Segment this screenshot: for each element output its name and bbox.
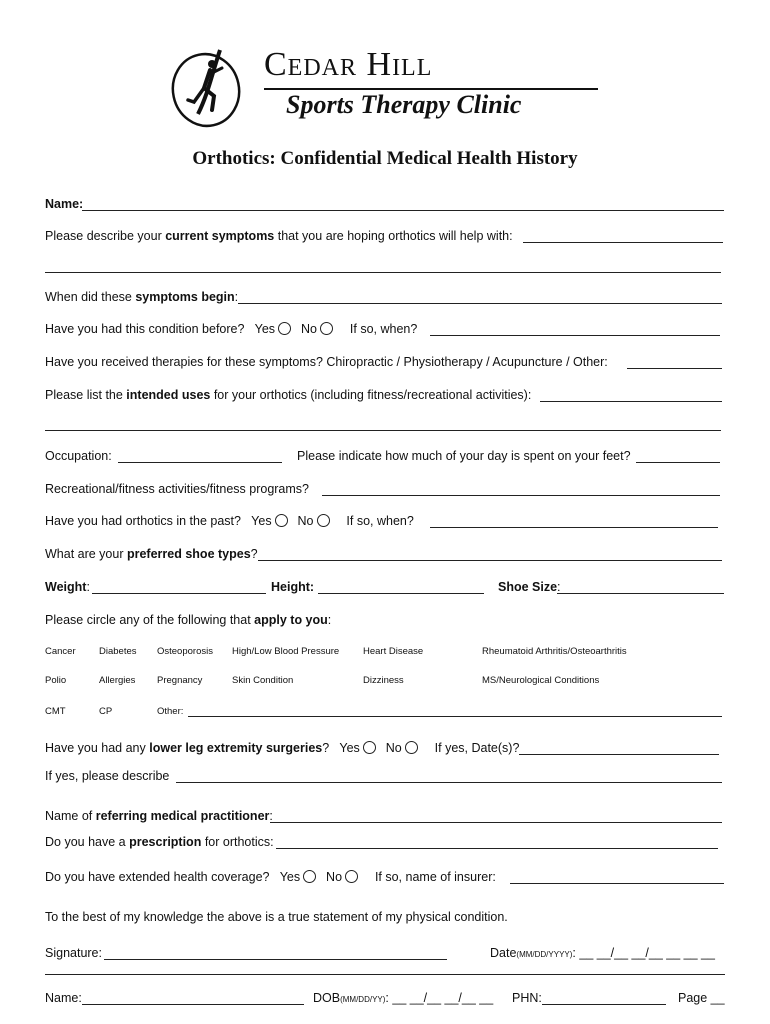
orthotics-yes-radio[interactable]: [275, 514, 288, 527]
name-field[interactable]: [82, 210, 724, 211]
symptoms-field[interactable]: [523, 242, 723, 243]
footer-name-field[interactable]: [82, 1004, 304, 1005]
condition-option[interactable]: High/Low Blood Pressure: [232, 646, 340, 657]
footer-dob-field[interactable]: __ __/__ __/__ __: [392, 991, 494, 1005]
condition-other-label: Other:: [157, 706, 184, 717]
condition-option[interactable]: Skin Condition: [232, 675, 294, 686]
coverage-row: Do you have extended health coverage? Yes No If so, name of insurer:: [45, 870, 496, 884]
insurer-field[interactable]: [510, 883, 724, 884]
condition-option[interactable]: Allergies: [99, 675, 136, 686]
name-label: Name:: [45, 197, 84, 211]
condition-option[interactable]: Pregnancy: [157, 675, 203, 686]
shoe-size-field[interactable]: [557, 593, 724, 594]
occupation-label: Occupation:: [45, 449, 112, 463]
clinic-name: Cedar Hill: [264, 46, 433, 83]
footer-name-label: Name:: [45, 991, 82, 1005]
surgeries-row: Have you had any lower leg extremity surgeries? Yes No If yes, Date(s)?: [45, 741, 520, 755]
form-title: Orthotics: Confidential Medical Health History: [192, 148, 578, 169]
footer-phn-label: PHN:: [512, 991, 542, 1005]
clinic-logo: [168, 44, 608, 134]
condition-option[interactable]: CP: [99, 706, 113, 717]
symptoms-begin-label: When did these symptoms begin:: [45, 290, 239, 304]
date-label: Date(MM/DD/YYYY): __ __/__ __/__ __ __ __: [490, 946, 715, 960]
clinic-subtitle: Sports Therapy Clinic: [286, 90, 522, 119]
feet-field[interactable]: [636, 462, 720, 463]
prescription-label: Do you have a prescription for orthotics:: [45, 835, 274, 849]
surgeries-no-radio[interactable]: [405, 741, 418, 754]
surgeries-yes-radio[interactable]: [363, 741, 376, 754]
recreational-label: Recreational/fitness activities/fitness programs?: [45, 482, 310, 496]
condition-option[interactable]: Heart Disease: [363, 646, 424, 657]
intended-uses-label: Please list the intended uses for your orthotics (including fitness/recreational activities):: [45, 388, 532, 402]
date-field[interactable]: __ __/__ __/__ __ __ __: [579, 946, 715, 960]
prescription-field[interactable]: [276, 848, 718, 849]
weight-label: Weight:: [45, 580, 90, 594]
recreational-field[interactable]: [322, 495, 720, 496]
condition-option[interactable]: Diabetes: [99, 646, 137, 657]
therapies-label: Have you received therapies for these symptoms? Chiropractic / Physiotherapy / Acupuncture / Other:: [45, 355, 608, 369]
statement-text: To the best of my knowledge the above is a true statement of my physical condition.: [45, 910, 508, 924]
therapies-other-field[interactable]: [627, 368, 722, 369]
condition-when-field[interactable]: [430, 335, 720, 336]
intended-uses-field[interactable]: [540, 401, 722, 402]
coverage-no-radio[interactable]: [345, 870, 358, 883]
condition-option[interactable]: Polio: [45, 675, 67, 686]
intended-uses-field-2[interactable]: [45, 430, 721, 431]
coverage-yes-radio[interactable]: [303, 870, 316, 883]
shoe-types-field[interactable]: [258, 560, 722, 561]
athlete-logo-icon: [168, 44, 248, 130]
condition-yes-radio[interactable]: [278, 322, 291, 335]
surgeries-dates-field[interactable]: [519, 754, 719, 755]
condition-option[interactable]: Osteoporosis: [157, 646, 213, 657]
circle-conditions-label: Please circle any of the following that apply to you:: [45, 613, 332, 627]
shoe-types-label: What are your preferred shoe types?: [45, 547, 258, 561]
condition-other-field[interactable]: [188, 716, 722, 717]
height-field[interactable]: [318, 593, 484, 594]
symptoms-field-2[interactable]: [45, 272, 721, 273]
signature-label: Signature:: [45, 946, 102, 960]
orthotics-past-row: Have you had orthotics in the past? Yes No If so, when?: [45, 514, 414, 528]
surgeries-describe-field[interactable]: [176, 782, 722, 783]
symptoms-label: Please describe your current symptoms that you are hoping orthotics will help with:: [45, 229, 513, 243]
condition-option[interactable]: Cancer: [45, 646, 76, 657]
weight-field[interactable]: [92, 593, 266, 594]
occupation-field[interactable]: [118, 462, 282, 463]
surgeries-describe-label: If yes, please describe: [45, 769, 170, 783]
orthotics-when-field[interactable]: [430, 527, 718, 528]
signature-field[interactable]: [104, 959, 447, 960]
symptoms-begin-field[interactable]: [238, 303, 722, 304]
referring-field[interactable]: [270, 822, 722, 823]
shoe-size-label: Shoe Size:: [498, 580, 561, 594]
footer-dob-label: DOB(MM/DD/YY): __ __/__ __/__ __: [313, 991, 494, 1005]
footer-divider: [45, 974, 725, 975]
condition-no-radio[interactable]: [320, 322, 333, 335]
condition-before-row: Have you had this condition before? Yes No If so, when?: [45, 322, 418, 336]
referring-label: Name of referring medical practitioner:: [45, 809, 273, 823]
footer-phn-field[interactable]: [542, 1004, 666, 1005]
condition-option[interactable]: Dizziness: [363, 675, 404, 686]
orthotics-no-radio[interactable]: [317, 514, 330, 527]
condition-option[interactable]: Rheumatoid Arthritis/Osteoarthritis: [482, 646, 627, 657]
condition-option[interactable]: CMT: [45, 706, 66, 717]
footer-page-label: Page __: [678, 991, 725, 1005]
feet-label: Please indicate how much of your day is spent on your feet?: [297, 449, 631, 463]
height-label: Height:: [271, 580, 315, 594]
condition-option[interactable]: MS/Neurological Conditions: [482, 675, 600, 686]
